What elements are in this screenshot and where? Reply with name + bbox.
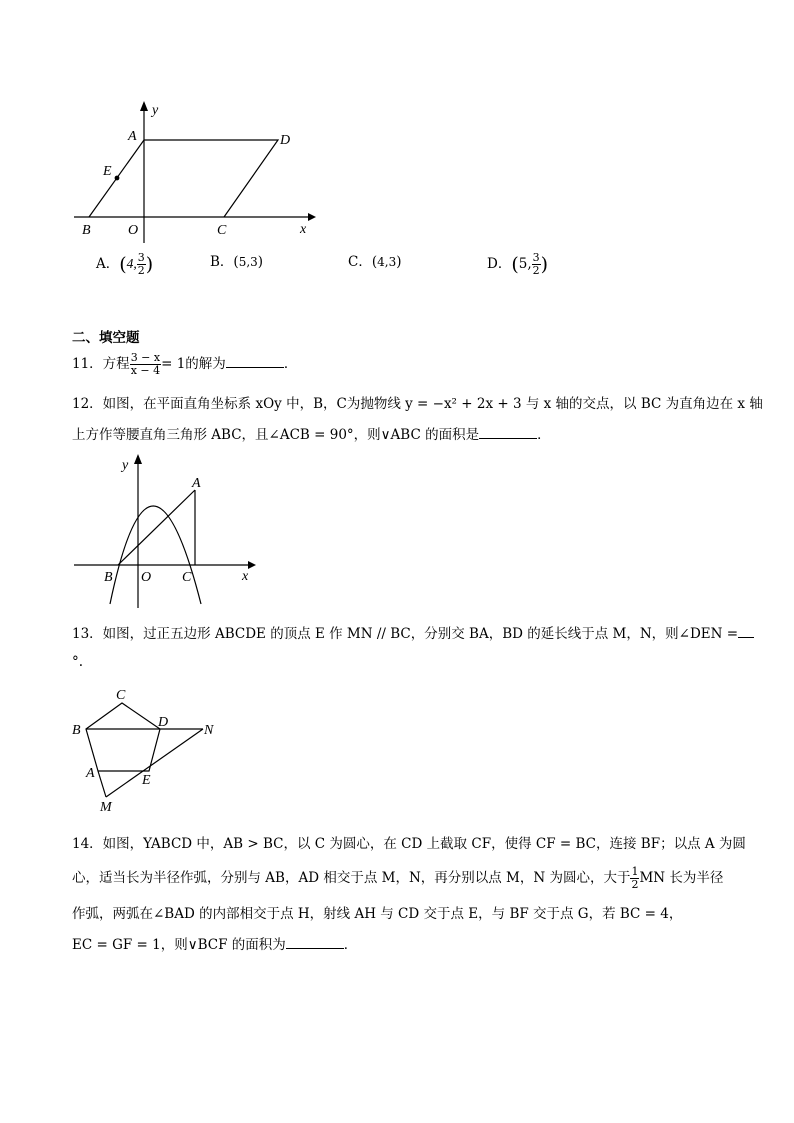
q12-line2-text: 上方作等腰直角三角形 ABC，且∠ACB = 90°，则∨ABC 的面积是 — [72, 427, 480, 443]
question-14-line2 — [72, 866, 723, 891]
fig13-label-B: B — [72, 723, 81, 738]
figure-parabola — [68, 450, 258, 610]
q12-end: ． — [537, 427, 551, 443]
fig13-label-N: N — [204, 723, 214, 738]
choice-a-letter: A． — [96, 256, 120, 272]
choice-d-text: 5, — [518, 256, 532, 272]
choice-d-letter: D． — [487, 256, 512, 272]
q11-answer-blank[interactable] — [226, 355, 284, 368]
choice-a-frac-num: 3 — [137, 251, 145, 264]
fig13-label-M: M — [100, 800, 112, 815]
fig13-label-E: E — [142, 773, 151, 788]
figure-parallelogram — [60, 95, 330, 245]
question-12-line2 — [72, 425, 551, 445]
fig10-label-y: y — [152, 103, 159, 118]
q14-answer-blank[interactable] — [286, 936, 344, 949]
fig13-label-C: C — [116, 688, 126, 703]
fig10-label-C: C — [217, 223, 227, 238]
fig10-label-A: A — [128, 129, 137, 144]
question-12-line1: 12．如图，在平面直角坐标系 xOy 中，B，C为抛物线 y = −x² + 2x + 3 与 x 轴的交点，以 BC 为直角边在 x 轴 — [72, 396, 763, 412]
choice-b: B．(5,3) — [210, 254, 264, 270]
question-14-line1: 14．如图，YABCD 中，AB > BC，以 C 为圆心，在 CD 上截取 CF，使得 CF = BC，连接 BF；以点 A 为圆 — [72, 836, 746, 852]
choice-c-text: 4,3 — [377, 255, 397, 269]
q14-end: ． — [343, 937, 358, 953]
choice-d-frac-den: 2 — [532, 264, 540, 277]
fig12-label-C: C — [182, 570, 192, 585]
fig10-label-B: B — [82, 223, 91, 238]
q14-frac-den: 2 — [631, 878, 639, 891]
q14-frac-num: 1 — [631, 865, 639, 878]
section-title: 二、填空题 — [72, 330, 140, 346]
figure-pentagon — [68, 683, 228, 815]
choice-d-frac-num: 3 — [532, 251, 540, 264]
choice-a-text: 4, — [126, 256, 137, 271]
fig12-label-O: O — [141, 570, 152, 585]
fig12-label-x: x — [242, 569, 249, 584]
q11-end: ． — [283, 356, 298, 372]
q13-line1-text: 13．如图，过正五边形 ABCDE 的顶点 E 作 MN // BC，分别交 BA，BD 的延长线于点 M，N，则∠DEN = — [72, 626, 739, 642]
question-13-line2: °. — [72, 654, 84, 670]
q11-frac-den: x − 4 — [130, 364, 161, 377]
q14-line2-tail: MN 长为半径 — [639, 870, 724, 886]
fig10-label-x: x — [300, 222, 307, 237]
fig13-label-D: D — [158, 715, 169, 730]
choice-a: A．(4, $\frac{3}{2}$ ) — [96, 251, 154, 277]
fig13-label-A: A — [86, 766, 95, 781]
q11-suffix: = 1的解为 — [161, 356, 226, 372]
question-13-line1 — [72, 624, 754, 644]
fig12-label-A: A — [192, 476, 201, 491]
fig12-label-B: B — [104, 570, 113, 585]
q12-answer-blank[interactable] — [479, 426, 537, 439]
fig10-label-O: O — [128, 223, 139, 238]
question-14-line4 — [72, 935, 357, 955]
q11-frac-num: 3 − x — [130, 351, 161, 364]
choice-c-letter: C． — [348, 254, 372, 270]
choice-b-text: 5,3 — [238, 255, 258, 269]
choice-b-letter: B． — [210, 254, 234, 270]
question-11 — [72, 352, 297, 377]
question-14-line3: 作弧，两弧在∠BAD 的内部相交于点 H，射线 AH 与 CD 交于点 E，与 BF 交于点 G，若 BC = 4， — [72, 906, 683, 922]
q11-prefix: 11．方程 — [72, 356, 130, 372]
q14-line2-text: 心，适当长为半径作弧，分别与 AB，AD 相交于点 M，N，再分别以点 M，N 为圆心，大于 — [72, 870, 631, 886]
choice-a-frac-den: 2 — [137, 264, 145, 277]
q14-line4-text: EC = GF = 1，则∨BCF 的面积为 — [72, 937, 286, 953]
fig10-label-D: D — [280, 133, 291, 148]
fig12-label-y: y — [122, 458, 129, 473]
q13-answer-blank[interactable] — [738, 625, 754, 638]
choice-d: D．(5, $\frac{3}{2}$ ) — [487, 251, 549, 277]
fig10-label-E: E — [103, 164, 112, 179]
choice-c: C．(4,3) — [348, 254, 402, 270]
